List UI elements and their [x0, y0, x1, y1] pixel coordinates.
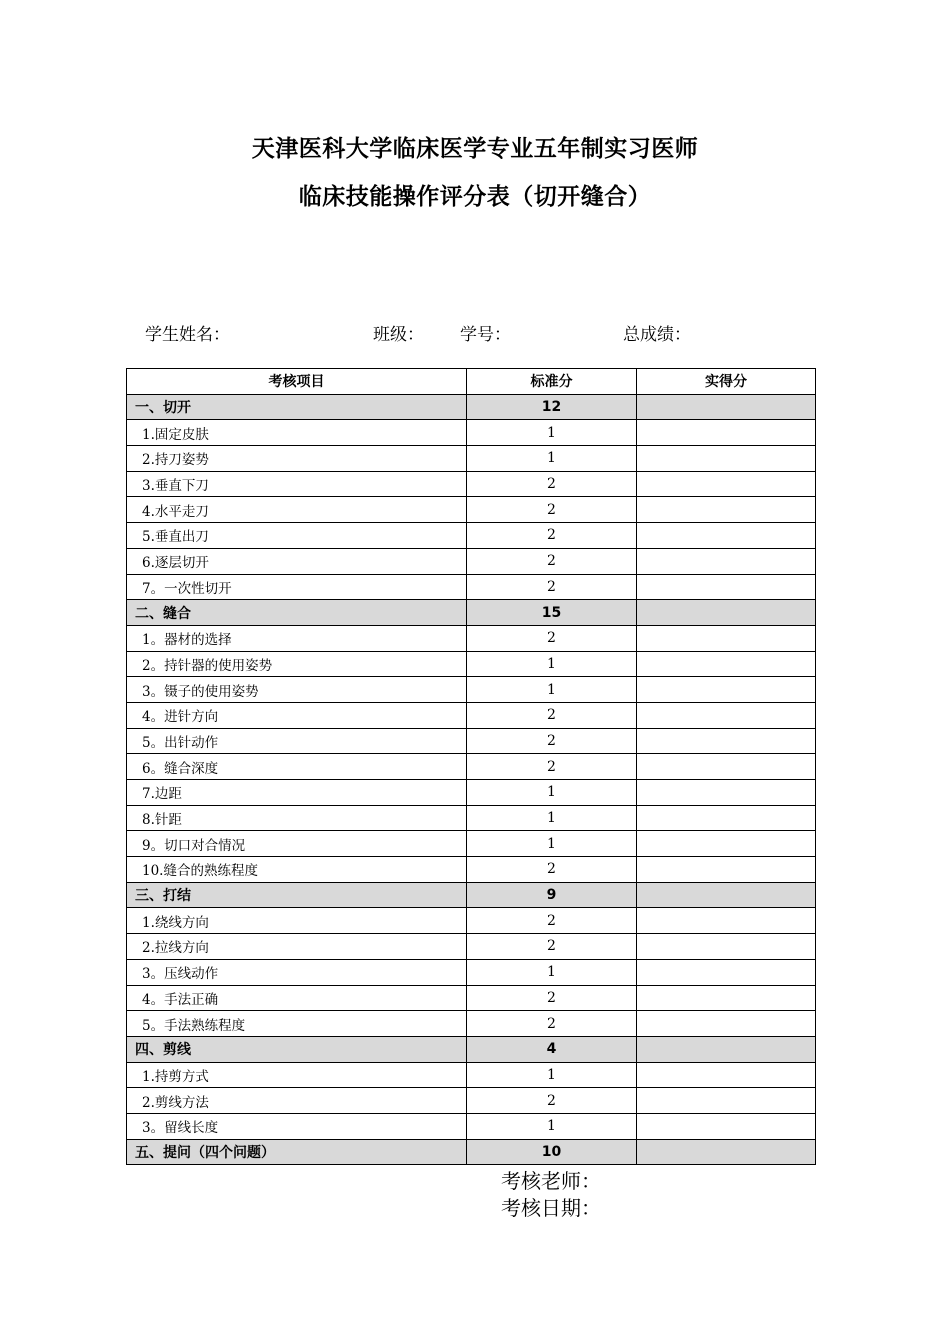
actual-score-cell[interactable]	[637, 548, 816, 574]
item-name: 1.持剪方式	[127, 1062, 467, 1088]
section-name: 一、切开	[127, 394, 467, 420]
actual-score-cell[interactable]	[637, 1088, 816, 1114]
section-name: 三、打结	[127, 882, 467, 908]
class-label: 班级：	[373, 325, 424, 345]
table-row	[127, 497, 816, 523]
item-name: 7.边距	[127, 780, 467, 806]
actual-score-cell[interactable]	[637, 625, 816, 651]
actual-score-cell[interactable]	[637, 882, 816, 908]
student-name-label: 学生姓名：	[145, 325, 230, 345]
standard-score-cell: 15	[467, 600, 637, 626]
standard-score-cell: 1	[467, 420, 637, 446]
table-row	[127, 805, 816, 831]
item-name: 9。切口对合情况	[127, 831, 467, 857]
item-name: 1。器材的选择	[127, 625, 467, 651]
section-name: 四、剪线	[127, 1036, 467, 1062]
header-standard-score: 标准分	[467, 369, 637, 395]
actual-score-cell[interactable]	[637, 1036, 816, 1062]
section-row	[127, 600, 816, 626]
table-row	[127, 831, 816, 857]
actual-score-cell[interactable]	[637, 1062, 816, 1088]
standard-score-cell: 2	[467, 934, 637, 960]
actual-score-cell[interactable]	[637, 857, 816, 883]
table-row	[127, 651, 816, 677]
section-name: 二、缝合	[127, 600, 467, 626]
item-name: 4。进针方向	[127, 702, 467, 728]
section-row	[127, 394, 816, 420]
actual-score-cell[interactable]	[637, 959, 816, 985]
standard-score-cell: 2	[467, 548, 637, 574]
total-score-label: 总成绩：	[623, 325, 691, 345]
table-row	[127, 523, 816, 549]
table-row	[127, 780, 816, 806]
item-name: 1.绕线方向	[127, 908, 467, 934]
actual-score-cell[interactable]	[637, 420, 816, 446]
form-title-line1: 天津医科大学临床医学专业五年制实习医师	[251, 136, 699, 162]
item-name: 7。一次性切开	[127, 574, 467, 600]
standard-score-cell: 2	[467, 908, 637, 934]
actual-score-cell[interactable]	[637, 600, 816, 626]
actual-score-cell[interactable]	[637, 728, 816, 754]
actual-score-cell[interactable]	[637, 805, 816, 831]
standard-score-cell: 2	[467, 728, 637, 754]
actual-score-cell[interactable]	[637, 1113, 816, 1139]
standard-score-cell: 1	[467, 831, 637, 857]
standard-score-cell: 2	[467, 574, 637, 600]
actual-score-cell[interactable]	[637, 677, 816, 703]
actual-score-cell[interactable]	[637, 908, 816, 934]
item-name: 3。留线长度	[127, 1113, 467, 1139]
standard-score-cell: 1	[467, 780, 637, 806]
section-name: 五、提问（四个问题）	[127, 1139, 467, 1165]
table-row	[127, 1062, 816, 1088]
item-name: 5。手法熟练程度	[127, 1011, 467, 1037]
examiner-label: 考核老师：	[501, 1169, 601, 1193]
table-row	[127, 959, 816, 985]
standard-score-cell: 2	[467, 1011, 637, 1037]
item-name: 6.逐层切开	[127, 548, 467, 574]
section-row	[127, 882, 816, 908]
standard-score-cell: 1	[467, 1113, 637, 1139]
table-row	[127, 934, 816, 960]
actual-score-cell[interactable]	[637, 446, 816, 472]
section-row	[127, 1139, 816, 1165]
actual-score-cell[interactable]	[637, 394, 816, 420]
table-row	[127, 471, 816, 497]
table-row	[127, 702, 816, 728]
actual-score-cell[interactable]	[637, 1011, 816, 1037]
table-body	[127, 394, 816, 1165]
actual-score-cell[interactable]	[637, 754, 816, 780]
item-name: 1.固定皮肤	[127, 420, 467, 446]
standard-score-cell: 2	[467, 497, 637, 523]
table-row	[127, 1113, 816, 1139]
table-row	[127, 857, 816, 883]
standard-score-cell: 2	[467, 857, 637, 883]
actual-score-cell[interactable]	[637, 702, 816, 728]
table-row	[127, 677, 816, 703]
table-row	[127, 548, 816, 574]
standard-score-cell: 2	[467, 985, 637, 1011]
standard-score-cell: 9	[467, 882, 637, 908]
table-row	[127, 985, 816, 1011]
table-row	[127, 420, 816, 446]
header-actual-score: 实得分	[637, 369, 816, 395]
standard-score-cell: 1	[467, 959, 637, 985]
table-row	[127, 754, 816, 780]
table-row	[127, 446, 816, 472]
header-item: 考核项目	[127, 369, 467, 395]
item-name: 3。压线动作	[127, 959, 467, 985]
actual-score-cell[interactable]	[637, 1139, 816, 1165]
standard-score-cell: 1	[467, 1062, 637, 1088]
item-name: 5。出针动作	[127, 728, 467, 754]
standard-score-cell: 2	[467, 754, 637, 780]
standard-score-cell: 2	[467, 471, 637, 497]
standard-score-cell: 2	[467, 625, 637, 651]
actual-score-cell[interactable]	[637, 985, 816, 1011]
actual-score-cell[interactable]	[637, 574, 816, 600]
actual-score-cell[interactable]	[637, 497, 816, 523]
item-name: 5.垂直出刀	[127, 523, 467, 549]
item-name: 10.缝合的熟练程度	[127, 857, 467, 883]
exam-date-label: 考核日期：	[501, 1196, 601, 1220]
item-name: 2.剪线方法	[127, 1088, 467, 1114]
item-name: 3。镊子的使用姿势	[127, 677, 467, 703]
standard-score-cell: 1	[467, 677, 637, 703]
table-row	[127, 625, 816, 651]
actual-score-cell[interactable]	[637, 523, 816, 549]
actual-score-cell[interactable]	[637, 471, 816, 497]
actual-score-cell[interactable]	[637, 780, 816, 806]
standard-score-cell: 2	[467, 523, 637, 549]
standard-score-cell: 1	[467, 446, 637, 472]
item-name: 2。持针器的使用姿势	[127, 651, 467, 677]
standard-score-cell: 12	[467, 394, 637, 420]
item-name: 4.水平走刀	[127, 497, 467, 523]
item-name: 6。缝合深度	[127, 754, 467, 780]
actual-score-cell[interactable]	[637, 651, 816, 677]
score-table	[126, 368, 816, 1165]
table-row	[127, 908, 816, 934]
standard-score-cell: 2	[467, 1088, 637, 1114]
standard-score-cell: 2	[467, 702, 637, 728]
standard-score-cell: 1	[467, 805, 637, 831]
item-name: 4。手法正确	[127, 985, 467, 1011]
form-title-line2: 临床技能操作评分表（切开缝合）	[298, 184, 652, 210]
item-name: 2.拉线方向	[127, 934, 467, 960]
section-row	[127, 1036, 816, 1062]
table-header-row	[127, 369, 816, 395]
table-row	[127, 1011, 816, 1037]
standard-score-cell: 1	[467, 651, 637, 677]
standard-score-cell: 4	[467, 1036, 637, 1062]
item-name: 2.持刀姿势	[127, 446, 467, 472]
standard-score-cell: 10	[467, 1139, 637, 1165]
student-id-label: 学号：	[460, 325, 511, 345]
table-row	[127, 574, 816, 600]
table-row	[127, 728, 816, 754]
actual-score-cell[interactable]	[637, 831, 816, 857]
table-row	[127, 1088, 816, 1114]
actual-score-cell[interactable]	[637, 934, 816, 960]
item-name: 8.针距	[127, 805, 467, 831]
item-name: 3.垂直下刀	[127, 471, 467, 497]
